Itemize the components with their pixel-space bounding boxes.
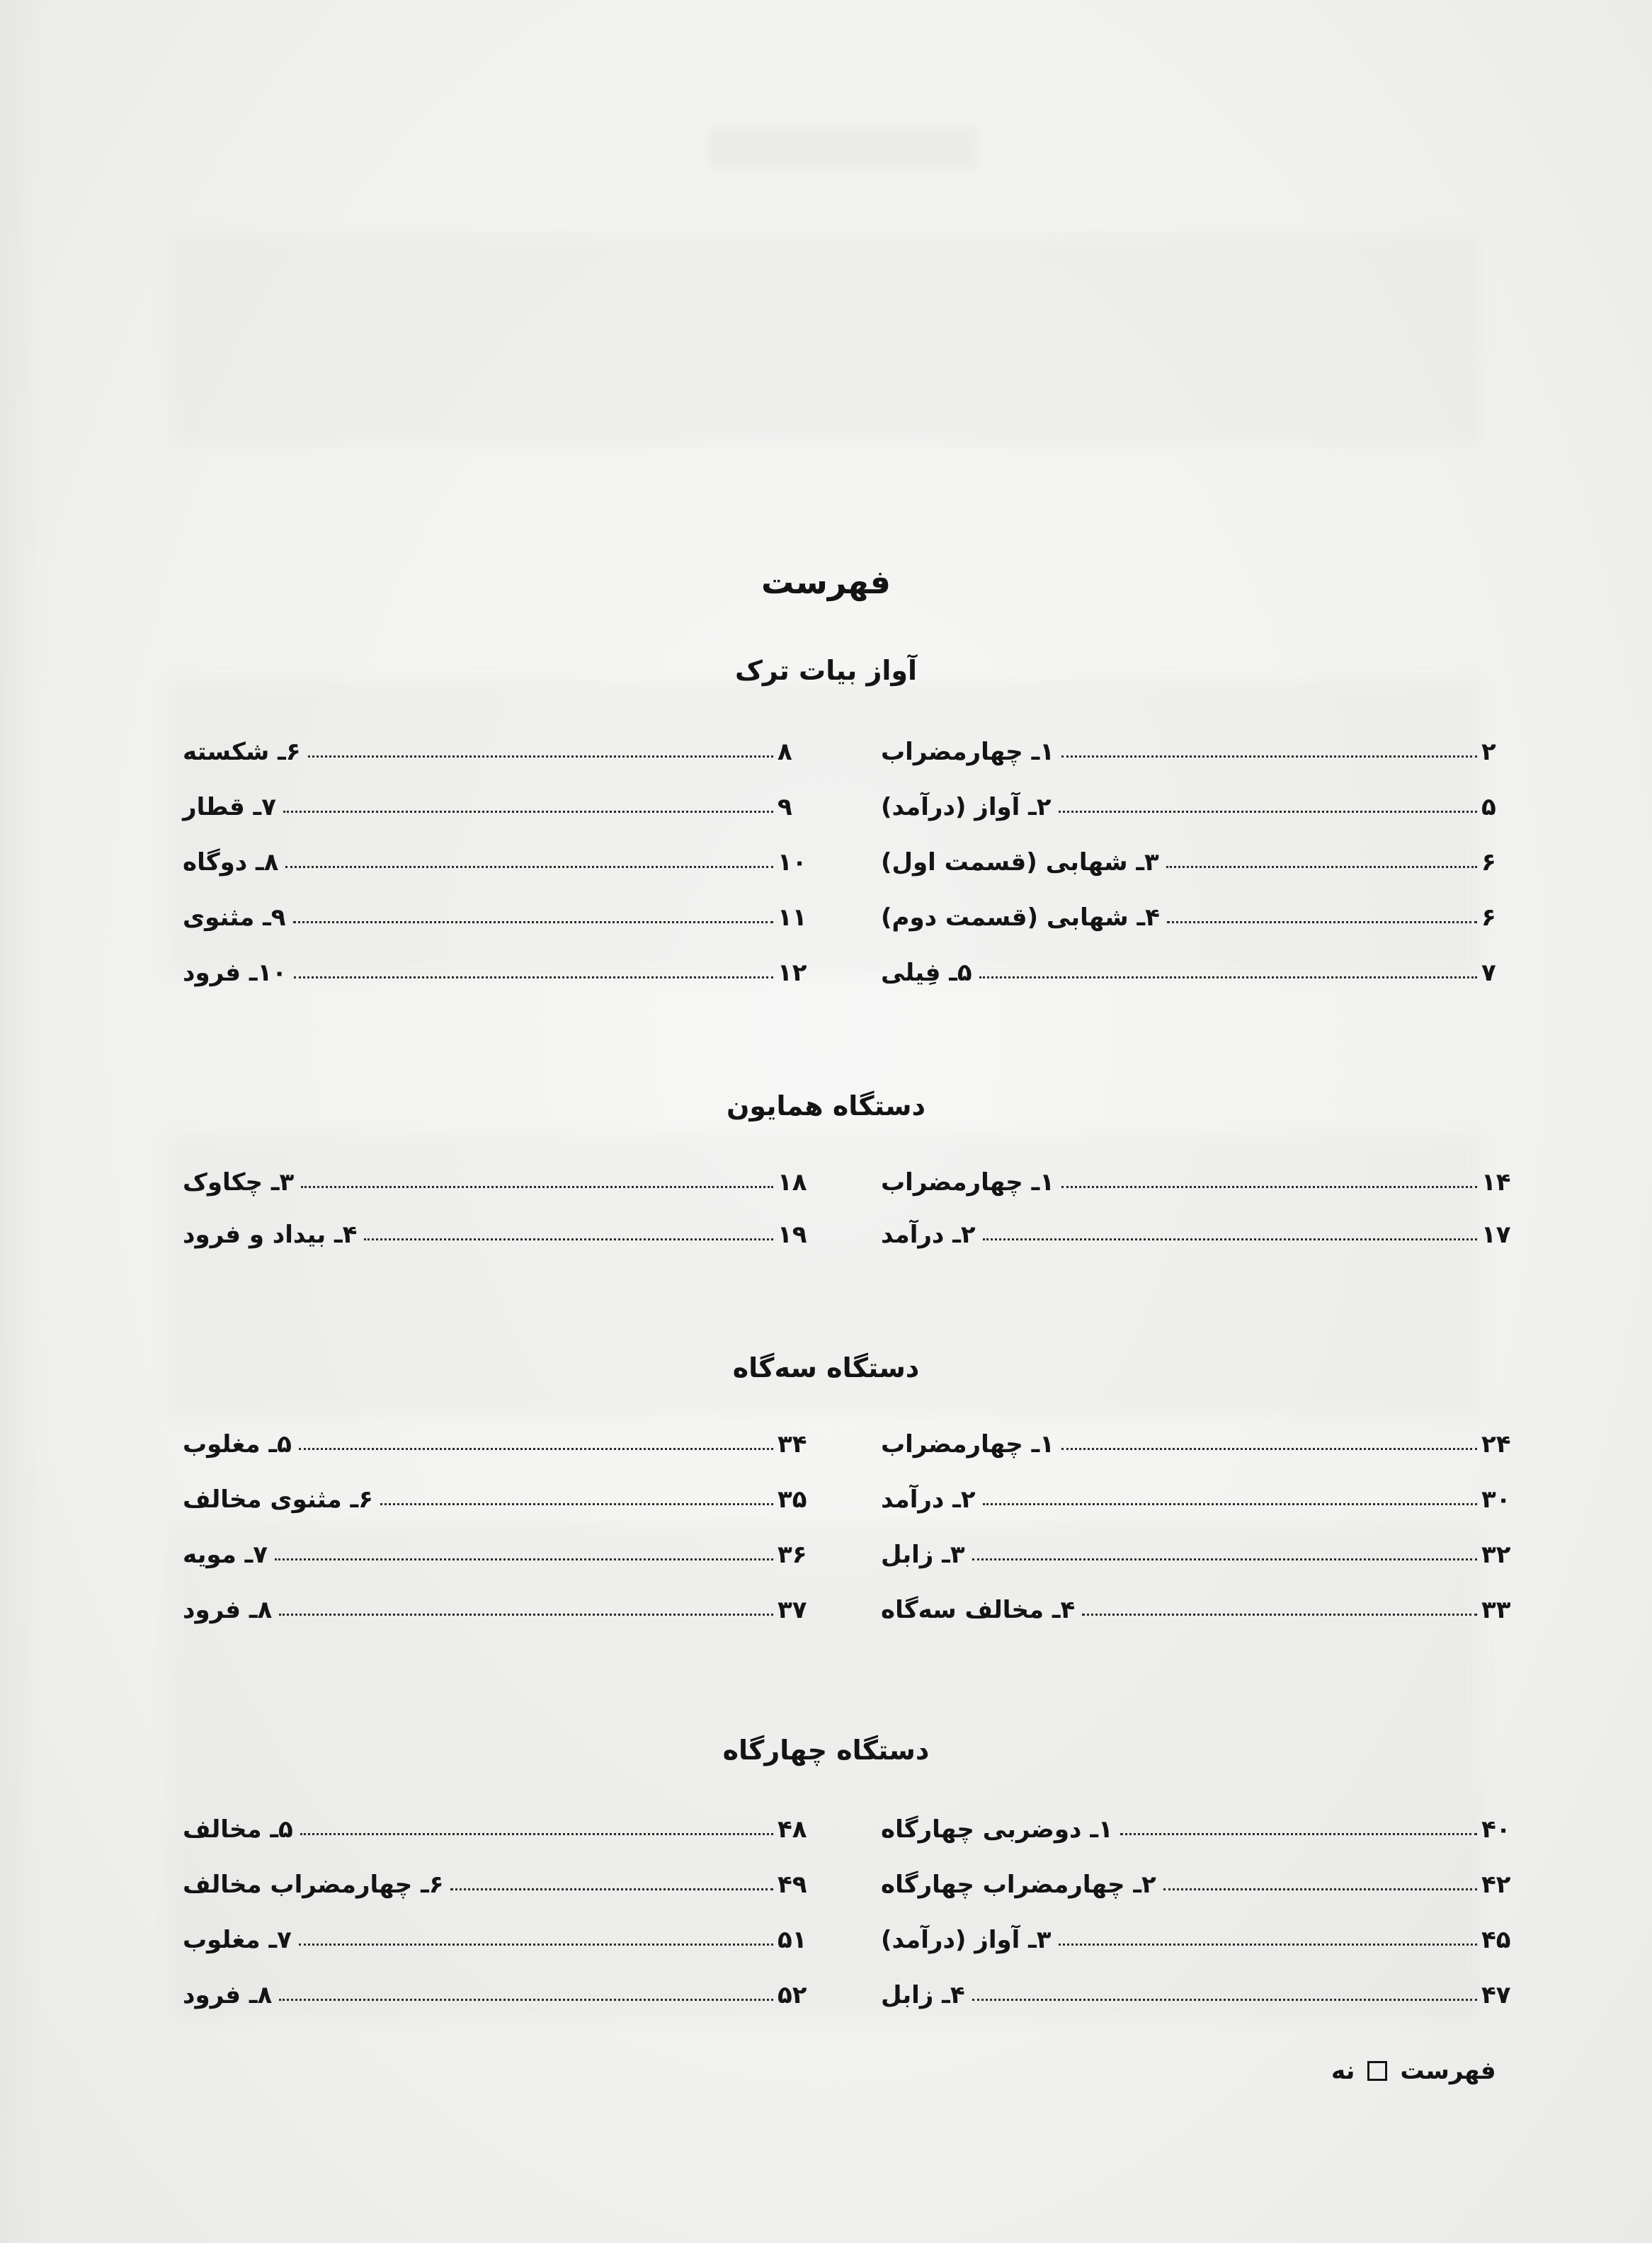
toc-page-number: ۱۸ [777, 1168, 807, 1197]
toc-entry[interactable] [177, 784, 814, 821]
toc-entry[interactable] [875, 1807, 1518, 1844]
toc-entry-label: ۷ـ قطار [183, 793, 276, 821]
toc-page-number: ۴۹ [777, 1871, 807, 1899]
dot-leader [364, 1238, 773, 1240]
dot-leader [279, 1614, 773, 1616]
toc-page-number: ۱۲ [777, 959, 807, 987]
dot-leader [1120, 1833, 1477, 1835]
show-through-blur-1 [708, 127, 977, 170]
toc-entry-label: ۴ـ زابل [881, 1981, 965, 2009]
dot-leader [1167, 921, 1477, 923]
toc-entry[interactable] [177, 840, 814, 877]
dot-leader [301, 1186, 773, 1188]
toc-page-number: ۳۶ [777, 1541, 807, 1569]
toc-page-number: ۶ [1481, 848, 1496, 877]
toc-entry[interactable] [875, 1917, 1518, 1954]
toc-page-number: ۷ [1481, 959, 1496, 987]
toc-page-number: ۲۴ [1481, 1430, 1511, 1459]
toc-entry[interactable] [177, 950, 814, 987]
dot-leader [299, 1944, 773, 1946]
toc-entry-label: ۱۰ـ فرود [183, 959, 287, 987]
toc-entry-label: ۳ـ آواز (درآمد) [881, 1926, 1052, 1954]
toc-entry-label: ۲ـ درآمد [881, 1221, 976, 1249]
dot-leader [983, 1238, 1477, 1240]
toc-entry-label: ۹ـ مثنوی [183, 903, 286, 932]
show-through-blur-2 [170, 234, 1480, 446]
section-heading-homayoun: دستگاه همایون [726, 1090, 926, 1122]
toc-entry-label: ۸ـ فرود [183, 1981, 273, 2009]
toc-entry-label: ۲ـ درآمد [881, 1485, 976, 1514]
toc-entry-label: ۲ـ آواز (درآمد) [881, 793, 1052, 821]
toc-entry[interactable] [875, 1532, 1518, 1569]
toc-page-number: ۹ [777, 793, 792, 821]
dot-leader [972, 1558, 1477, 1560]
toc-entry[interactable] [177, 1532, 814, 1569]
toc-entry-label: ۷ـ مغلوب [183, 1926, 292, 1954]
toc-entry-label: ۳ـ چکاوک [183, 1168, 295, 1197]
toc-page-number: ۴۲ [1481, 1871, 1511, 1899]
toc-entry[interactable] [177, 1160, 814, 1197]
dot-leader [1061, 1448, 1477, 1450]
toc-page-number: ۱۰ [777, 848, 807, 877]
toc-page-number: ۶ [1481, 903, 1496, 932]
toc-page-number: ۵ [1481, 793, 1496, 821]
toc-entry[interactable] [177, 1917, 814, 1954]
toc-page-number: ۱۷ [1481, 1221, 1511, 1249]
dot-leader [1082, 1614, 1477, 1616]
page-footer [1331, 2057, 1544, 2085]
dot-leader [299, 1448, 773, 1450]
toc-entry[interactable] [875, 1422, 1518, 1459]
toc-entry-label: ۶ـ چهارمضراب مخالف [183, 1871, 444, 1899]
toc-page-number: ۳۲ [1481, 1541, 1511, 1569]
toc-entry-label: ۴ـ شهابی (قسمت دوم) [881, 903, 1160, 932]
page-edge-shadow [0, 0, 42, 2243]
toc-page-number: ۴۰ [1481, 1815, 1511, 1844]
dot-leader [1061, 1186, 1477, 1188]
toc-entry-label: ۱ـ چهارمضراب [881, 1430, 1055, 1459]
dot-leader [275, 1558, 773, 1560]
toc-entry-label: ۱ـ دوضربی چهارگاه [881, 1815, 1113, 1844]
toc-entry[interactable] [875, 1212, 1518, 1249]
toc-entry[interactable] [177, 729, 814, 766]
toc-page-number: ۱۴ [1481, 1168, 1511, 1197]
dot-leader [308, 755, 773, 758]
dot-leader [1059, 1944, 1477, 1946]
toc-entry[interactable] [177, 1422, 814, 1459]
toc-entry[interactable] [875, 1477, 1518, 1514]
toc-entry[interactable] [177, 1807, 814, 1844]
square-box-icon [1367, 2061, 1387, 2081]
toc-entry-label: ۵ـ فِیلی [881, 959, 972, 987]
toc-entry-label: ۸ـ فرود [183, 1596, 273, 1624]
toc-page-number: ۴۵ [1481, 1926, 1511, 1954]
toc-entry-label: ۴ـ بیداد و فرود [183, 1221, 358, 1249]
footer-page-number: نه [1331, 2057, 1355, 2085]
toc-entry-label: ۵ـ مخالف [183, 1815, 293, 1844]
toc-page-number: ۴۸ [777, 1815, 807, 1844]
toc-entry-label: ۳ـ زابل [881, 1541, 965, 1569]
toc-entry-label: ۱ـ چهارمضراب [881, 738, 1055, 766]
dot-leader [979, 976, 1477, 978]
dot-leader [1166, 866, 1477, 868]
toc-entry[interactable] [177, 1973, 814, 2009]
toc-entry-label: ۷ـ مویه [183, 1541, 268, 1569]
toc-entry[interactable] [875, 1160, 1518, 1197]
toc-page-number: ۴۷ [1481, 1981, 1511, 2009]
dot-leader [294, 976, 773, 978]
dot-leader [279, 1999, 773, 2001]
toc-entry-label: ۸ـ دوگاه [183, 848, 279, 877]
toc-entry[interactable] [875, 1973, 1518, 2009]
toc-entry[interactable] [875, 729, 1518, 766]
toc-page-number: ۳۴ [777, 1430, 807, 1459]
dot-leader [1059, 811, 1477, 813]
dot-leader [1061, 755, 1477, 758]
toc-entry[interactable] [875, 1862, 1518, 1899]
toc-entry-label: ۶ـ شکسته [183, 738, 301, 766]
dot-leader [972, 1999, 1477, 2001]
toc-entry[interactable] [177, 1862, 814, 1899]
dot-leader [285, 866, 773, 868]
toc-page-number: ۳۷ [777, 1596, 807, 1624]
toc-entry[interactable] [177, 895, 814, 932]
toc-page-number: ۸ [777, 738, 792, 766]
toc-page-number: ۱۱ [777, 903, 807, 932]
dot-leader [293, 921, 773, 923]
toc-page-number: ۳۰ [1481, 1485, 1511, 1514]
show-through-blur-3 [170, 680, 1480, 977]
toc-entry-label: ۴ـ مخالف سه‌گاه [881, 1596, 1076, 1624]
toc-entry-label: ۳ـ شهابی (قسمت اول) [881, 848, 1159, 877]
toc-page-number: ۱۹ [777, 1221, 807, 1249]
toc-entry[interactable] [177, 1212, 814, 1249]
dot-leader [380, 1503, 773, 1505]
dot-leader [983, 1503, 1477, 1505]
toc-page-number: ۲ [1481, 738, 1496, 766]
page-title: فهرست [761, 563, 891, 601]
toc-entry[interactable] [875, 840, 1518, 877]
toc-page-number: ۳۳ [1481, 1596, 1511, 1624]
toc-entry[interactable] [875, 950, 1518, 987]
toc-entry[interactable] [875, 895, 1518, 932]
dot-leader [283, 811, 773, 813]
toc-page-number: ۳۵ [777, 1485, 807, 1514]
toc-entry[interactable] [875, 1587, 1518, 1624]
toc-entry[interactable] [875, 784, 1518, 821]
dot-leader [300, 1833, 773, 1835]
toc-entry-label: ۱ـ چهارمضراب [881, 1168, 1055, 1197]
toc-entry-label: ۵ـ مغلوب [183, 1430, 292, 1459]
toc-entry-label: ۶ـ مثنوی مخالف [183, 1485, 373, 1514]
section-heading-chahargah: دستگاه چهارگاه [722, 1735, 930, 1766]
toc-entry-label: ۲ـ چهارمضراب چهارگاه [881, 1871, 1156, 1899]
toc-entry[interactable] [177, 1477, 814, 1514]
dot-leader [450, 1888, 773, 1890]
toc-entry[interactable] [177, 1587, 814, 1624]
section-heading-bayat-tork: آواز بیات ترک [734, 655, 918, 686]
dot-leader [1163, 1888, 1477, 1890]
toc-page-number: ۵۲ [777, 1981, 807, 2009]
section-heading-segah: دستگاه سه‌گاه [732, 1352, 920, 1383]
footer-running-title: فهرست [1400, 2057, 1496, 2085]
toc-page-number: ۵۱ [777, 1926, 807, 1954]
